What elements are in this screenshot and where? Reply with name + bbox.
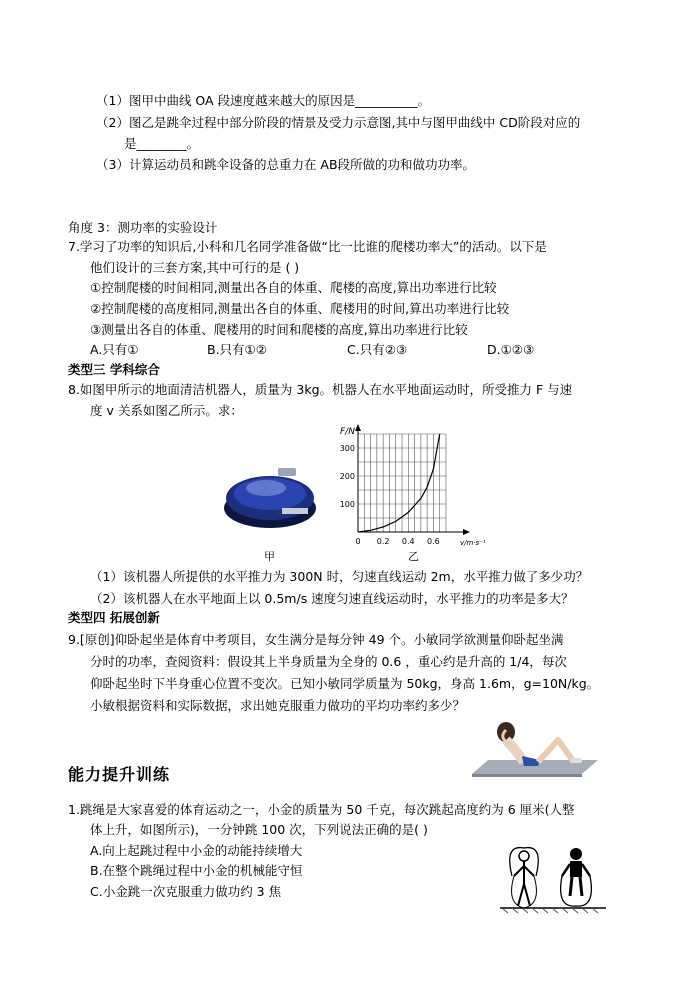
type3-heading: 类型三 学科综合 — [68, 362, 160, 377]
q7-option-c: C.只有②③ — [347, 342, 408, 357]
force-velocity-chart — [330, 422, 486, 550]
q7-option-a: A.只有① — [90, 342, 139, 357]
angle3-heading: 角度 3：测功率的实验设计 — [68, 220, 218, 235]
q7-plan-3: ③测量出各自的体重、爬楼用的时间和爬楼的高度,算出功率进行比较 — [90, 322, 468, 337]
q6-sub3: （3）计算运动员和跳伞设备的总重力在 AB段所做的功和做功功率。 — [96, 157, 476, 172]
section-title: 能力提升训练 — [68, 765, 171, 784]
y-tick-label: 100 — [339, 500, 355, 509]
x-tick-label: 0.6 — [427, 537, 440, 546]
q7-option-d: D.①②③ — [487, 342, 535, 357]
q7-stem-line1: 7.学习了功率的知识后,小科和几名同学准备做“比一比谁的爬楼功率大”的活动。以下是 — [68, 239, 547, 254]
type4-heading: 类型四 拓展创新 — [68, 610, 160, 625]
x-axis-label: v/m·s⁻¹ — [460, 539, 486, 547]
q6-sub2-line2: 是________。 — [124, 136, 200, 151]
q8-stem-line1: 8.如图甲所示的地面清洁机器人，质量为 3kg。机器人在水平地面运动时，所受推力 F 与速 — [68, 382, 573, 397]
q1-stem-line2: 体上升，如图所示)，一分钟跳 100 次，下列说法正确的是( ) — [90, 822, 428, 837]
y-tick-label: 300 — [339, 444, 355, 453]
y-tick-label: 200 — [339, 472, 355, 481]
q7-plan-2: ②控制爬楼的高度相同,测量出各自的体重、爬楼用的时间,算出功率进行比较 — [90, 301, 510, 316]
x-tick-label: 0 — [355, 537, 361, 546]
q8-sub1: （1）该机器人所提供的水平推力为 300N 时，匀速直线运动 2m，水平推力做了多少功？ — [90, 569, 589, 584]
situp-girl-image — [470, 716, 600, 778]
q1-option-b: B.在整个跳绳过程中小金的机械能守恒 — [90, 863, 303, 878]
figure-jia-label: 甲 — [264, 550, 275, 563]
q8-stem-line2: 度 v 关系如图乙所示。求： — [90, 403, 243, 418]
q8-sub2: （2）该机器人在水平地面上以 0.5m/s 速度匀速直线运动时，水平推力的功率是多大？ — [90, 591, 574, 606]
figure-yi-label: 乙 — [408, 550, 419, 563]
q1-option-a: A.向上起跳过程中小金的动能持续增大 — [90, 843, 303, 858]
x-axis-arrow — [463, 529, 470, 535]
q7-options — [90, 342, 534, 358]
q7-option-b: B.只有①② — [207, 342, 267, 357]
q7-stem-line2: 他们设计的三套方案,其中可行的是 ( ) — [90, 260, 300, 275]
robot-cleaner-image — [222, 458, 318, 536]
q1-stem-line1: 1.跳绳是大家喜爱的体育运动之一，小金的质量为 50 千克，每次跳起高度约为 6 厘米(人整 — [68, 802, 575, 817]
x-tick-label: 0.4 — [401, 537, 415, 546]
q9-line4: 小敏根据资料和实际数据，求出她克服重力做功的平均功率约多少？ — [90, 698, 466, 713]
jump-rope-image — [498, 842, 608, 914]
q9-line1: 9.[原创]仰卧起坐是体育中考项目，女生满分是每分钟 49 个。小敏同学欲测量仰卧起坐满 — [68, 632, 564, 647]
q9-line2: 分时的功率，查阅资料：假设其上半身质量为全身的 0.6 ，重心约是升高的 1/4，每次 — [90, 654, 567, 669]
x-tick-label: 0.2 — [376, 537, 390, 546]
q7-plan-1: ①控制爬楼的时间相同,测量出各自的体重、爬楼的高度,算出功率进行比较 — [90, 280, 497, 295]
q6-sub1: （1）图甲中曲线 OA 段速度越来越大的原因是__________。 — [96, 93, 431, 108]
series-line-f-v — [358, 434, 440, 532]
y-axis-arrow — [355, 424, 361, 431]
q6-sub2-line1: （2）图乙是跳伞过程中部分阶段的情景及受力示意图,其中与图甲曲线中 CD阶段对应的 — [96, 115, 581, 130]
q1-option-c: C.小金跳一次克服重力做功约 3 焦 — [90, 884, 282, 899]
q9-line3: 仰卧起坐时下半身重心位置不变次。已知小敏同学质量为 50kg，身高 1.6m，g=10N/kg。 — [90, 676, 600, 691]
y-axis-label: F/N — [340, 427, 355, 437]
